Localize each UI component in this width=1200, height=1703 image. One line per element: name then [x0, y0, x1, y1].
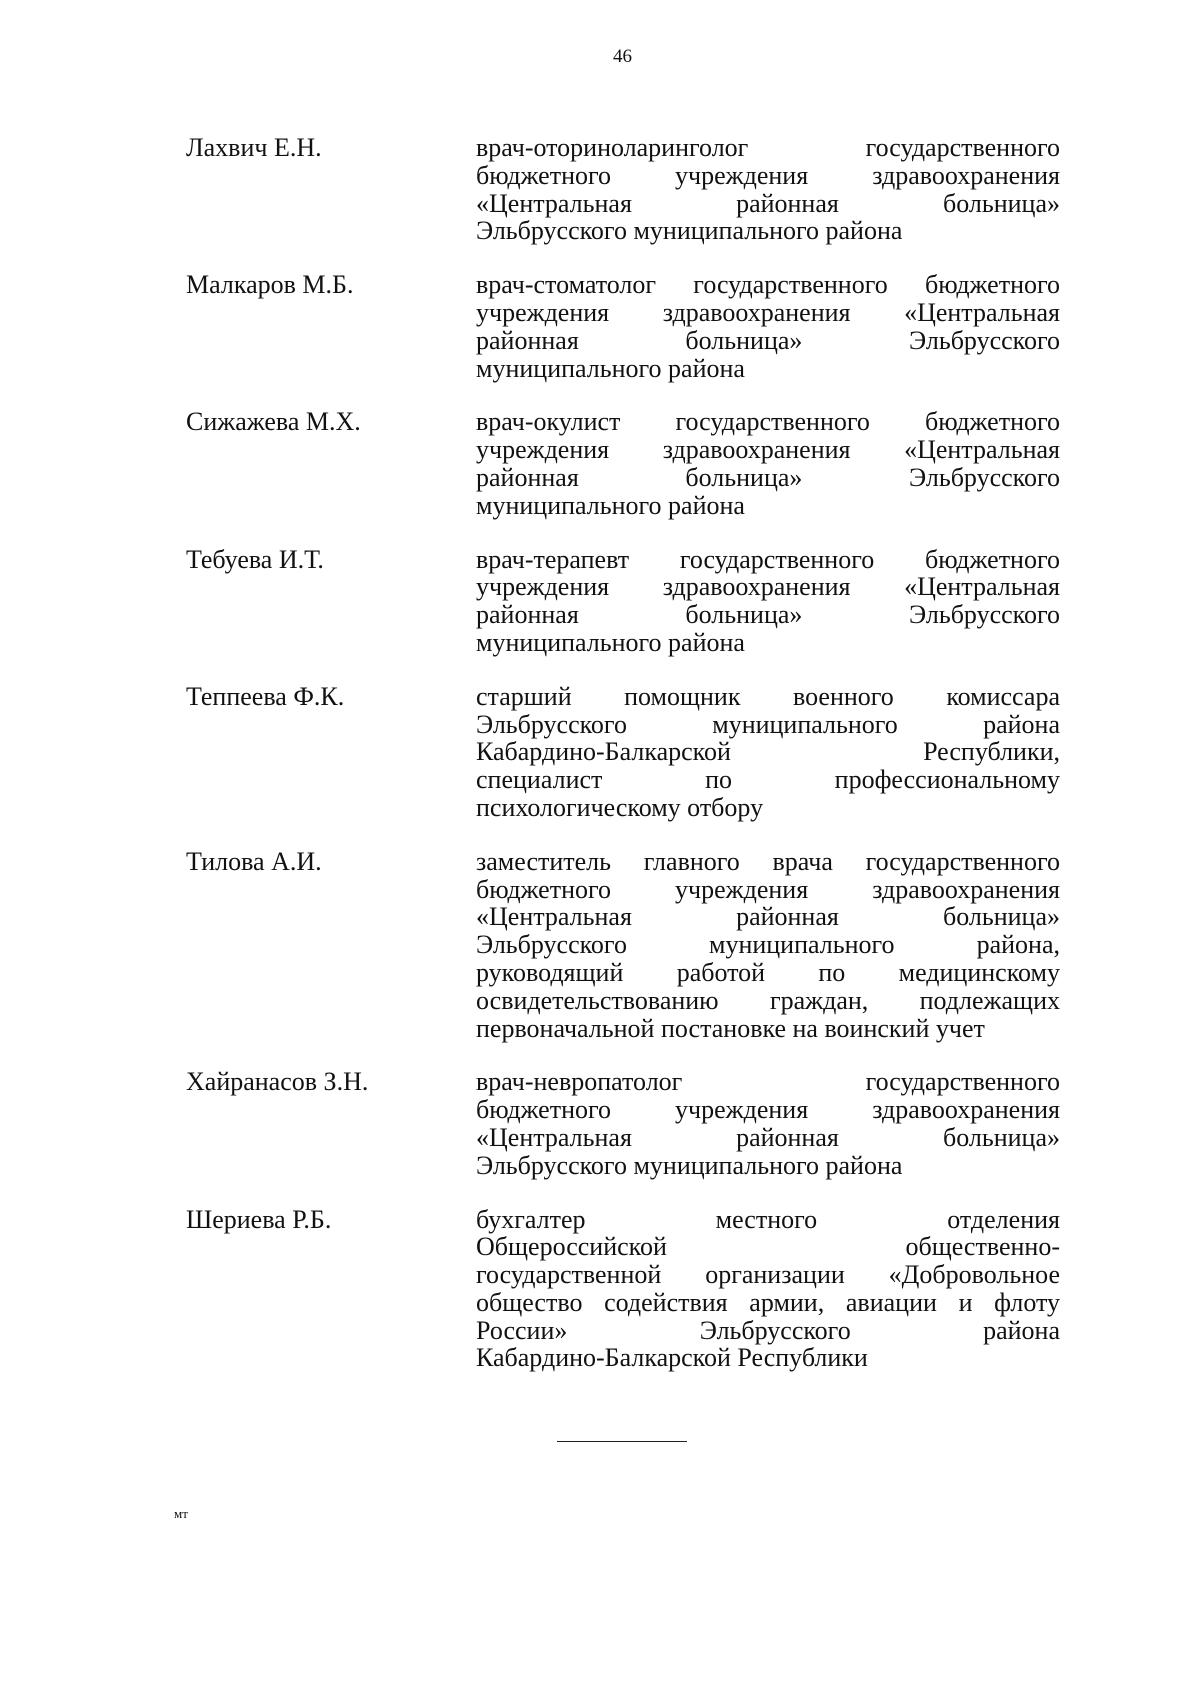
position-line: заместитель главного врача государственного: [476, 846, 1060, 876]
position-line: Эльбрусского муниципального района: [476, 709, 1060, 739]
position-line: районная больница» Эльбрусского: [476, 462, 1060, 492]
position-line: муниципального района: [476, 627, 745, 657]
position-line: Кабардино-Балкарской Республики: [476, 1343, 868, 1373]
member-position: [476, 848, 1060, 1043]
position-line: районная больница» Эльбрусского: [476, 600, 1060, 630]
position-line: общество содействия армии, авиации и флоту: [476, 1287, 1060, 1317]
member-position: [476, 1068, 1060, 1179]
position-line: «Центральная районная больница»: [476, 902, 1060, 932]
list-item: [0, 1068, 1200, 1179]
position-line: специалист по профессиональному: [476, 765, 1060, 795]
position-line: Кабардино-Балкарской Республики,: [476, 737, 1060, 767]
position-line: Общероссийской общественно-: [476, 1232, 1060, 1262]
position-line: государственной организации «Добровольное: [476, 1260, 1060, 1290]
member-name: Шериева Р.Б.: [186, 1204, 332, 1234]
typist-initials: мт: [174, 1506, 188, 1521]
position-line: бюджетного учреждения здравоохранения: [476, 160, 1060, 190]
position-line: старший помощник военного комиссара: [476, 681, 1060, 711]
position-line: первоначальной постановке на воинский учет: [476, 1013, 985, 1043]
position-line: врач-стоматолог государственного бюджетного: [476, 270, 1060, 300]
member-name: Сижажева М.Х.: [186, 407, 361, 437]
position-line: Эльбрусского муниципального района,: [476, 930, 1060, 960]
position-line: психологическому отбору: [476, 792, 764, 822]
member-name: Теппеева Ф.К.: [186, 681, 345, 711]
member-name: Тилова А.И.: [186, 846, 322, 876]
position-line: Эльбрусского муниципального района: [476, 1150, 903, 1180]
list-item: [0, 271, 1200, 382]
member-name: Лахвич Е.Н.: [186, 133, 322, 162]
position-line: учреждения здравоохранения «Центральная: [476, 297, 1060, 327]
position-line: учреждения здравоохранения «Центральная: [476, 435, 1060, 465]
member-position: [476, 1206, 1060, 1373]
position-line: Эльбрусского муниципального района: [476, 216, 903, 246]
position-line: бюджетного учреждения здравоохранения: [476, 1095, 1060, 1125]
list-item: [0, 546, 1200, 657]
position-line: учреждения здравоохранения «Центральная: [476, 572, 1060, 602]
member-position: [476, 271, 1060, 382]
page-number: 46: [613, 46, 632, 67]
position-line: освидетельствованию граждан, подлежащих: [476, 985, 1060, 1015]
position-line: районная больница» Эльбрусского: [476, 325, 1060, 355]
member-list: [0, 134, 1200, 1398]
list-item: [0, 683, 1200, 822]
position-line: бюджетного учреждения здравоохранения: [476, 874, 1060, 904]
member-position: [476, 134, 1060, 245]
list-item: [0, 408, 1200, 519]
member-position: [476, 546, 1060, 657]
position-line: бухгалтер местного отделения: [476, 1204, 1060, 1234]
member-name: Малкаров М.Б.: [186, 270, 354, 300]
position-line: врач-оториноларинголог государственного: [476, 133, 1060, 162]
position-line: муниципального района: [476, 490, 745, 520]
position-line: «Центральная районная больница»: [476, 188, 1060, 218]
end-of-list-divider: [557, 1441, 687, 1442]
position-line: России» Эльбрусского района: [476, 1315, 1060, 1345]
member-name: Тебуева И.Т.: [186, 544, 324, 574]
member-position: [476, 683, 1060, 822]
position-line: врач-окулист государственного бюджетного: [476, 407, 1060, 437]
list-item: [0, 848, 1200, 1043]
position-line: врач-невропатолог государственного: [476, 1067, 1060, 1097]
position-line: врач-терапевт государственного бюджетного: [476, 544, 1060, 574]
position-line: руководящий работой по медицинскому: [476, 957, 1060, 987]
position-line: муниципального района: [476, 353, 745, 383]
member-name: Хайранасов З.Н.: [186, 1067, 369, 1097]
list-item: [0, 134, 1200, 245]
member-position: [476, 408, 1060, 519]
position-line: «Центральная районная больница»: [476, 1122, 1060, 1152]
list-item: [0, 1206, 1200, 1373]
